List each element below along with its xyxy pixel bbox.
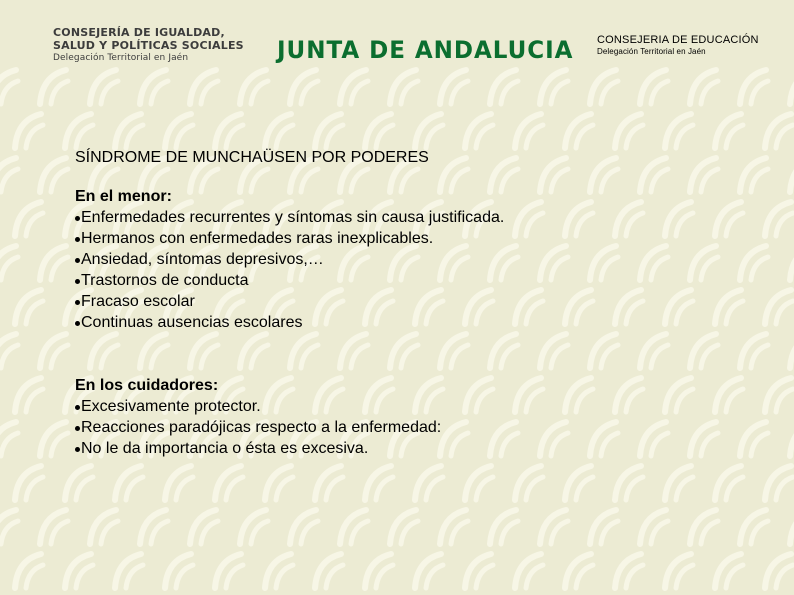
pattern-motif xyxy=(65,554,93,588)
pattern-motif xyxy=(40,246,68,280)
logo-line-2: SALUD Y POLÍTICAS SOCIALES xyxy=(53,39,244,52)
pattern-motif xyxy=(15,554,43,588)
pattern-motif xyxy=(615,554,643,588)
pattern-motif xyxy=(390,510,418,544)
pattern-motif xyxy=(40,422,68,456)
pattern-motif xyxy=(0,70,18,104)
consejeria-educacion-header xyxy=(597,34,759,56)
pattern-motif xyxy=(715,554,743,588)
pattern-motif xyxy=(690,70,718,104)
bullet-icon xyxy=(75,426,80,431)
pattern-motif xyxy=(0,510,18,544)
list-item xyxy=(75,396,755,417)
pattern-motif xyxy=(690,510,718,544)
pattern-motif xyxy=(165,466,193,500)
cuidadores-heading: En los cuidadores: xyxy=(75,377,219,394)
pattern-motif xyxy=(540,70,568,104)
pattern-motif xyxy=(790,510,794,544)
pattern-motif xyxy=(640,70,668,104)
pattern-motif xyxy=(40,334,68,368)
logo-line-3: Delegación Territorial en Jaén xyxy=(53,53,189,63)
pattern-motif xyxy=(215,466,243,500)
list-item xyxy=(75,228,755,249)
list-item-text: Reacciones paradójicas respecto a la enfermedad: xyxy=(81,419,442,436)
pattern-motif xyxy=(590,510,618,544)
list-item-text: No le da importancia o ésta es excesiva. xyxy=(81,440,369,457)
pattern-motif xyxy=(215,554,243,588)
list-item xyxy=(75,417,755,438)
pattern-motif xyxy=(615,466,643,500)
pattern-motif xyxy=(515,114,543,148)
bullet-icon xyxy=(75,405,80,410)
pattern-motif xyxy=(790,334,794,368)
menor-heading: En el menor: xyxy=(75,188,172,205)
bullet-icon xyxy=(75,321,80,326)
pattern-motif xyxy=(440,70,468,104)
list-item-text: Enfermedades recurrentes y síntomas sin causa justificada. xyxy=(81,209,505,226)
consejeria-igualdad-logo xyxy=(53,26,244,65)
pattern-motif xyxy=(40,158,68,192)
pattern-motif xyxy=(265,554,293,588)
bullet-icon xyxy=(75,237,80,242)
pattern-motif xyxy=(415,114,443,148)
pattern-motif xyxy=(790,158,794,192)
pattern-motif xyxy=(715,466,743,500)
pattern-motif xyxy=(490,510,518,544)
pattern-motif xyxy=(740,70,768,104)
list-item xyxy=(75,312,755,333)
pattern-motif xyxy=(165,114,193,148)
pattern-motif xyxy=(790,422,794,456)
pattern-motif xyxy=(90,510,118,544)
list-item-text: Hermanos con enfermedades raras inexplicables. xyxy=(81,230,434,247)
pattern-motif xyxy=(265,114,293,148)
pattern-motif xyxy=(640,510,668,544)
pattern-motif xyxy=(65,114,93,148)
delegacion-label: Delegación Territorial en Jaén xyxy=(597,47,706,56)
pattern-motif xyxy=(540,510,568,544)
pattern-motif xyxy=(290,70,318,104)
bullet-icon xyxy=(75,300,80,305)
pattern-motif xyxy=(65,466,93,500)
junta-de-andalucia-logo: JUNTA DE ANDALUCIA xyxy=(277,36,574,64)
list-item xyxy=(75,207,755,228)
bullet-icon xyxy=(75,279,80,284)
pattern-motif xyxy=(140,510,168,544)
list-item xyxy=(75,438,755,459)
pattern-motif xyxy=(365,554,393,588)
pattern-motif xyxy=(765,466,793,500)
pattern-motif xyxy=(115,554,143,588)
pattern-motif xyxy=(765,202,793,236)
pattern-motif xyxy=(190,510,218,544)
pattern-motif xyxy=(0,246,18,280)
pattern-motif xyxy=(565,554,593,588)
pattern-motif xyxy=(465,466,493,500)
slide-title: SÍNDROME DE MUNCHAÜSEN POR PODERES xyxy=(75,149,429,166)
pattern-motif xyxy=(215,114,243,148)
pattern-motif xyxy=(190,70,218,104)
list-item-text: Trastornos de conducta xyxy=(81,272,249,289)
list-item-text: Excesivamente protector. xyxy=(81,398,261,415)
pattern-motif xyxy=(515,554,543,588)
list-item xyxy=(75,291,755,312)
pattern-motif xyxy=(365,466,393,500)
pattern-motif xyxy=(515,466,543,500)
pattern-motif xyxy=(40,510,68,544)
pattern-motif xyxy=(340,510,368,544)
pattern-motif xyxy=(740,510,768,544)
pattern-motif xyxy=(590,70,618,104)
pattern-motif xyxy=(415,554,443,588)
pattern-motif xyxy=(565,114,593,148)
list-item-text: Ansiedad, síntomas depresivos,… xyxy=(81,251,324,268)
pattern-motif xyxy=(765,378,793,412)
pattern-motif xyxy=(665,466,693,500)
pattern-motif xyxy=(790,246,794,280)
pattern-motif xyxy=(490,70,518,104)
pattern-motif xyxy=(15,466,43,500)
list-item xyxy=(75,249,755,270)
pattern-motif xyxy=(0,334,18,368)
pattern-motif xyxy=(365,114,393,148)
pattern-motif xyxy=(40,70,68,104)
pattern-motif xyxy=(765,290,793,324)
pattern-motif xyxy=(765,554,793,588)
pattern-motif xyxy=(15,202,43,236)
pattern-motif xyxy=(240,510,268,544)
list-item xyxy=(75,270,755,291)
pattern-motif xyxy=(15,290,43,324)
pattern-motif xyxy=(265,466,293,500)
pattern-motif xyxy=(240,70,268,104)
pattern-motif xyxy=(15,378,43,412)
consejeria-educacion-label: CONSEJERIA DE EDUCACIÓN xyxy=(597,34,759,46)
pattern-motif xyxy=(340,70,368,104)
pattern-motif xyxy=(615,114,643,148)
pattern-motif xyxy=(165,554,193,588)
slide-content xyxy=(75,147,755,459)
pattern-motif xyxy=(0,158,18,192)
pattern-motif xyxy=(315,554,343,588)
pattern-motif xyxy=(90,70,118,104)
list-item-text: Fracaso escolar xyxy=(81,293,195,310)
pattern-motif xyxy=(465,114,493,148)
bullet-icon xyxy=(75,447,80,452)
pattern-motif xyxy=(315,114,343,148)
pattern-motif xyxy=(0,422,18,456)
pattern-motif xyxy=(15,114,43,148)
pattern-motif xyxy=(665,114,693,148)
menor-list xyxy=(75,207,755,333)
pattern-motif xyxy=(415,466,443,500)
pattern-motif xyxy=(465,554,493,588)
bullet-icon xyxy=(75,258,80,263)
bullet-icon xyxy=(75,216,80,221)
pattern-motif xyxy=(790,70,794,104)
pattern-motif xyxy=(665,554,693,588)
pattern-motif xyxy=(390,70,418,104)
pattern-motif xyxy=(315,466,343,500)
pattern-motif xyxy=(715,114,743,148)
pattern-motif xyxy=(290,510,318,544)
logo-line-1: CONSEJERÍA DE IGUALDAD, xyxy=(53,26,225,39)
pattern-motif xyxy=(115,466,143,500)
list-item-text: Continuas ausencias escolares xyxy=(81,314,303,331)
cuidadores-list xyxy=(75,396,755,459)
pattern-motif xyxy=(765,114,793,148)
pattern-motif xyxy=(440,510,468,544)
pattern-motif xyxy=(565,466,593,500)
pattern-motif xyxy=(140,70,168,104)
pattern-motif xyxy=(115,114,143,148)
